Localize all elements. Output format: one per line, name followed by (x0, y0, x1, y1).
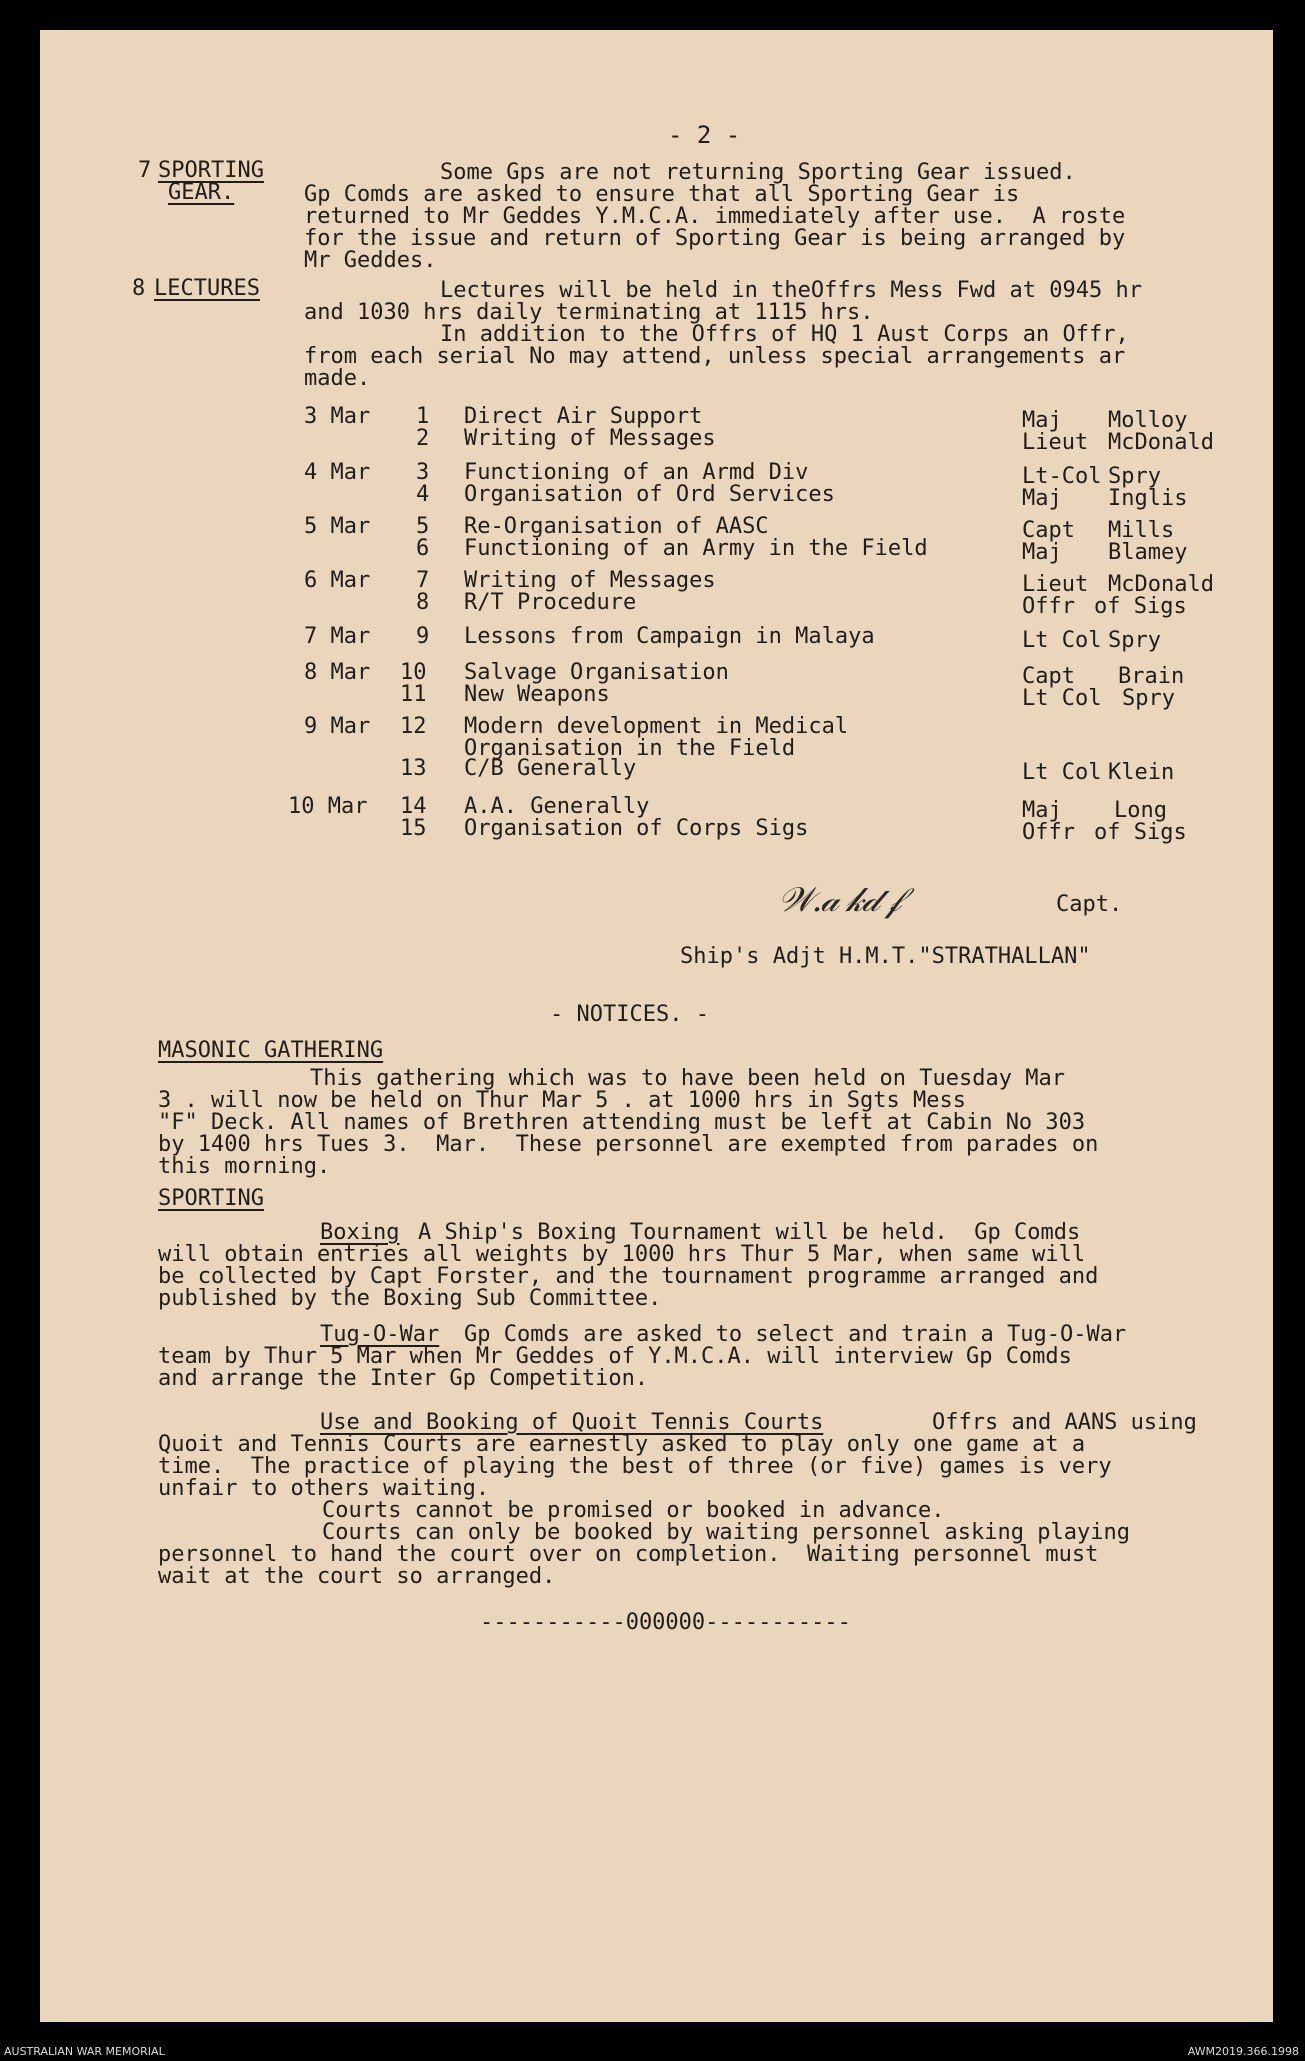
schedule-date: 3 Mar (304, 404, 371, 429)
lecturer-rank: Lt Col (1022, 628, 1102, 653)
lecture-topic: Writing of Messages (464, 426, 716, 451)
footer-left: AUSTRALIAN WAR MEMORIAL (4, 2045, 165, 2058)
page-number: - 2 - (668, 121, 741, 149)
quoit-line: Courts cannot be promised or booked in advance. (322, 1498, 945, 1523)
lecturer-name: Spry (1108, 628, 1161, 653)
lecture-no: 11 (400, 682, 427, 707)
masonic-heading: MASONIC GATHERING (158, 1038, 384, 1063)
lecture-topic: Modern development in Medical (464, 714, 849, 739)
lecturer-name: McDonald (1108, 572, 1214, 597)
lecture-no: 7 (416, 568, 430, 593)
item7-line: returned to Mr Geddes Y.M.C.A. immediately after use. A roste (304, 204, 1126, 229)
lecture-topic: Writing of Messages (464, 568, 716, 593)
quoit-heading: Use and Booking of Quoit Tennis Courts (320, 1410, 824, 1435)
item8-line: In addition to the Offrs of HQ 1 Aust Corps an Offr, (440, 322, 1129, 347)
lecturer-name: Klein (1108, 760, 1175, 785)
lecture-topic: Direct Air Support (464, 404, 703, 429)
boxing-line: A Ship's Boxing Tournament will be held. Gp Comds (418, 1220, 1081, 1245)
schedule-date: 10 Mar (288, 794, 368, 819)
tug-heading: Tug-O-War (320, 1322, 440, 1347)
quoit-line: personnel to hand the court over on completion. Waiting personnel must (158, 1542, 1099, 1567)
lecture-no: 4 (416, 482, 430, 507)
lecturer-name: Blamey (1108, 540, 1188, 565)
lecturer-name: Molloy (1108, 408, 1188, 433)
item8-line: Lectures will be held in theOffrs Mess Fwd at 0945 hr (440, 278, 1142, 303)
item7-line: Mr Geddes. (304, 248, 437, 273)
masonic-line: This gathering which was to have been held on Tuesday Mar (310, 1066, 1065, 1091)
item7-heading-2: GEAR. (168, 180, 235, 205)
lecture-no: 9 (416, 624, 430, 649)
quoit-line: Offrs and AANS using (932, 1410, 1197, 1435)
schedule-date: 7 Mar (304, 624, 371, 649)
lecturer-name: Long (1114, 798, 1167, 823)
lecture-topic: Organisation in the Field (464, 736, 796, 761)
masonic-line: 3 . will now be held on Thur Mar 5 . at 1000 hrs in Sgts Mess (158, 1088, 966, 1113)
schedule-date: 9 Mar (304, 714, 371, 739)
lecturer-rank: Offr (1022, 820, 1075, 845)
schedule-date: 4 Mar (304, 460, 371, 485)
lecture-topic: Functioning of an Army in the Field (464, 536, 928, 561)
masonic-line: "F" Deck. All names of Brethren attending must be left at Cabin No 303 (158, 1110, 1086, 1135)
lecturer-rank: Maj (1022, 486, 1062, 511)
boxing-line: be collected by Capt Forster, and the tournament programme arranged and (158, 1264, 1099, 1289)
item8-number: 8 (132, 276, 146, 301)
tug-line: Gp Comds are asked to select and train a Tug-O-War (464, 1322, 1127, 1347)
lecture-no: 1 (416, 404, 430, 429)
lecturer-rank: Offr (1022, 594, 1075, 619)
lecture-no: 2 (416, 426, 430, 451)
lecture-topic: Organisation of Ord Services (464, 482, 835, 507)
lecturer-rank: Lieut (1022, 430, 1089, 455)
lecturer-name: Spry (1122, 686, 1175, 711)
lecturer-rank: Capt (1022, 664, 1075, 689)
schedule-date: 8 Mar (304, 660, 371, 685)
item7-number: 7 (138, 158, 152, 183)
item8-line: made. (304, 366, 371, 391)
lecturer-rank: Maj (1022, 408, 1062, 433)
lecturer-rank: Maj (1022, 798, 1062, 823)
quoit-line: Courts can only be booked by waiting personnel asking playing (322, 1520, 1130, 1545)
footer-right: AWM2019.366.1998 (1187, 2045, 1299, 2058)
item8-line: and 1030 hrs daily terminating at 1115 hrs. (304, 300, 874, 325)
lecturer-rank: Lt-Col (1022, 464, 1102, 489)
sporting-heading: SPORTING (158, 1186, 264, 1211)
tug-line: and arrange the Inter Gp Competition. (158, 1366, 649, 1391)
item8-heading: LECTURES (154, 276, 260, 301)
lecture-topic: A.A. Generally (464, 794, 650, 819)
item7-line: Some Gps are not returning Sporting Gear issued. (440, 160, 1076, 185)
item7-line: Gp Comds are asked to ensure that all Sporting Gear is (304, 182, 1020, 207)
lecture-topic: Functioning of an Armd Div (464, 460, 809, 485)
lecturer-name: Inglis (1108, 486, 1188, 511)
notices-heading: - NOTICES. - (550, 1002, 709, 1027)
quoit-line: unfair to others waiting. (158, 1476, 490, 1501)
lecturer-name: Spry (1108, 464, 1161, 489)
item7-heading: SPORTING (158, 158, 264, 183)
tug-line: team by Thur 5 Mar when Mr Geddes of Y.M.C.A. will interview Gp Comds (158, 1344, 1072, 1369)
signature-rank: Capt. (1056, 892, 1123, 917)
lecture-no: 15 (400, 816, 427, 841)
lecturer-rank: Maj (1022, 540, 1062, 565)
lecture-topic: Organisation of Corps Sigs (464, 816, 809, 841)
lecture-no: 3 (416, 460, 430, 485)
lecturer-rank: Lieut (1022, 572, 1089, 597)
lecturer-name: Brain (1118, 664, 1185, 689)
boxing-line: will obtain entries all weights by 1000 hrs Thur 5 Mar, when same will (158, 1242, 1086, 1267)
lecture-topic: Lessons from Campaign in Malaya (464, 624, 875, 649)
lecturer-name: Mills (1108, 518, 1175, 543)
handwritten-signature: 𝒲.𝒶 𝓀𝒹 𝒻 (778, 880, 900, 920)
schedule-date: 6 Mar (304, 568, 371, 593)
quoit-line: wait at the court so arranged. (158, 1564, 556, 1589)
boxing-line: published by the Boxing Sub Committee. (158, 1286, 662, 1311)
lecture-no: 5 (416, 514, 430, 539)
lecture-topic: R/T Procedure (464, 590, 637, 615)
lecture-no: 10 (400, 660, 427, 685)
lecturer-name: McDonald (1108, 430, 1214, 455)
masonic-line: by 1400 hrs Tues 3. Mar. These personnel are exempted from parades on (158, 1132, 1099, 1157)
lecturer-name: of Sigs (1094, 820, 1187, 845)
item7-line: for the issue and return of Sporting Gear is being arranged by (304, 226, 1126, 251)
lecturer-rank: Lt Col (1022, 760, 1102, 785)
lecture-no: 12 (400, 714, 427, 739)
lecture-no: 14 (400, 794, 427, 819)
quoit-line: time. The practice of playing the best of three (or five) games is very (158, 1454, 1112, 1479)
lecture-topic: Re-Organisation of AASC (464, 514, 769, 539)
lecturer-rank: Capt (1022, 518, 1075, 543)
quoit-line: Quoit and Tennis Courts are earnestly asked to play only one game at a (158, 1432, 1086, 1457)
lecture-no: 13 (400, 756, 427, 781)
lecture-topic: Salvage Organisation (464, 660, 729, 685)
signature-title: Ship's Adjt H.M.T."STRATHALLAN" (680, 944, 1091, 969)
document-page (40, 30, 1273, 2022)
masonic-line: this morning. (158, 1154, 331, 1179)
lecturer-rank: Lt Col (1022, 686, 1102, 711)
item8-line: from each serial No may attend, unless special arrangements ar (304, 344, 1126, 369)
boxing-heading: Boxing (320, 1220, 400, 1245)
lecture-no: 8 (416, 590, 430, 615)
lecture-topic: C/B Generally (464, 756, 637, 781)
end-mark: -----------000000----------- (480, 1610, 851, 1635)
lecturer-name: of Sigs (1094, 594, 1187, 619)
lecture-no: 6 (416, 536, 430, 561)
lecture-topic: New Weapons (464, 682, 610, 707)
schedule-date: 5 Mar (304, 514, 371, 539)
